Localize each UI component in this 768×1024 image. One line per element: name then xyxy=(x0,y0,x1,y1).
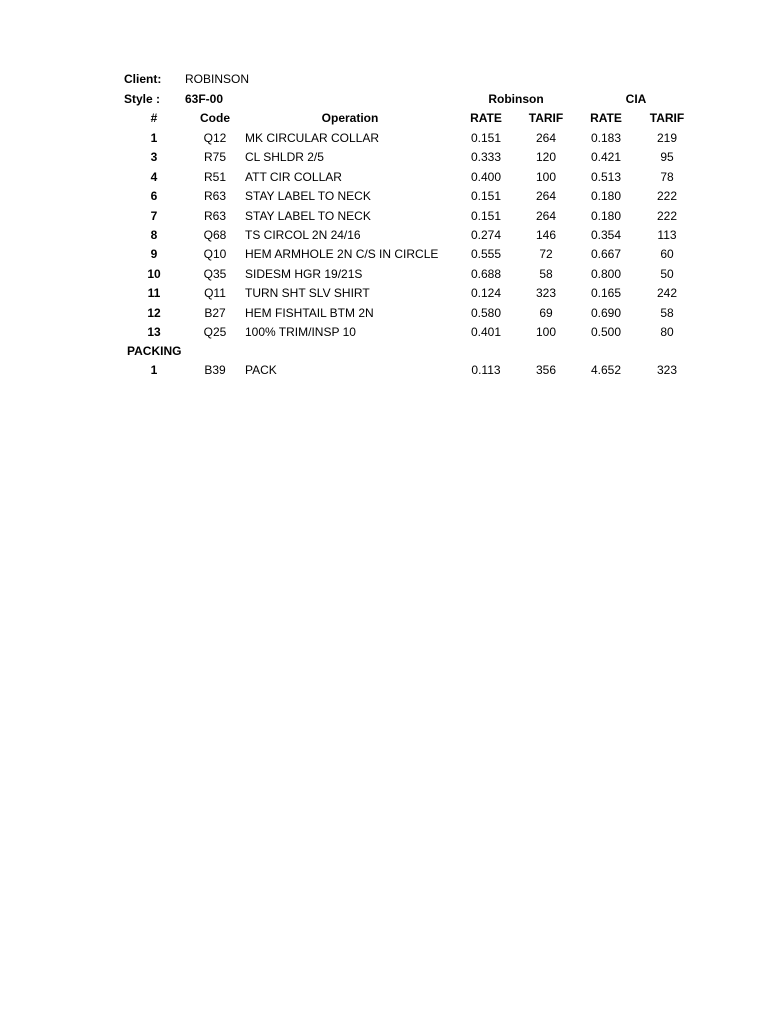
row-robinson-tarif: 100 xyxy=(535,325,557,339)
row-number: 1 xyxy=(150,363,158,377)
row-cia-tarif: 80 xyxy=(660,325,674,339)
style-label: Style : xyxy=(124,92,161,106)
row-operation: ATT CIR COLLAR xyxy=(245,170,342,184)
row-operation: STAY LABEL TO NECK xyxy=(245,209,371,223)
row-cia-tarif: 222 xyxy=(656,209,678,223)
row-cia-rate: 0.180 xyxy=(590,209,622,223)
row-cia-tarif: 242 xyxy=(656,286,678,300)
row-robinson-tarif: 356 xyxy=(535,363,557,377)
row-operation: PACK xyxy=(245,363,277,377)
row-operation: TURN SHT SLV SHIRT xyxy=(245,286,370,300)
row-cia-rate: 0.513 xyxy=(590,170,622,184)
row-robinson-tarif: 69 xyxy=(539,306,553,320)
row-robinson-tarif: 264 xyxy=(535,189,557,203)
row-operation: SIDESM HGR 19/21S xyxy=(245,267,363,281)
row-number: 1 xyxy=(150,131,158,145)
column-header-cia-rate: RATE xyxy=(590,111,622,125)
row-code: Q35 xyxy=(203,267,227,281)
row-number: 12 xyxy=(147,306,161,320)
row-cia-tarif: 78 xyxy=(660,170,674,184)
column-header-cia-tarif: TARIF xyxy=(649,111,685,125)
row-robinson-tarif: 264 xyxy=(535,209,557,223)
row-operation: TS CIRCOL 2N 24/16 xyxy=(245,228,361,242)
row-number: 4 xyxy=(150,170,158,184)
row-number: 11 xyxy=(147,286,161,300)
row-number: 3 xyxy=(150,150,158,164)
row-robinson-tarif: 146 xyxy=(535,228,557,242)
row-robinson-rate: 0.333 xyxy=(470,150,502,164)
row-cia-tarif: 113 xyxy=(657,228,677,242)
row-robinson-tarif: 120 xyxy=(535,150,557,164)
row-number: 8 xyxy=(150,228,158,242)
row-robinson-tarif: 100 xyxy=(535,170,557,184)
row-robinson-tarif: 264 xyxy=(535,131,557,145)
row-code: B39 xyxy=(204,363,226,377)
row-code: Q12 xyxy=(203,131,227,145)
row-code: R51 xyxy=(203,170,226,184)
row-robinson-tarif: 72 xyxy=(539,247,553,261)
row-cia-rate: 0.667 xyxy=(590,247,622,261)
row-robinson-rate: 0.274 xyxy=(470,228,502,242)
row-operation: CL SHLDR 2/5 xyxy=(245,150,324,164)
row-code: R63 xyxy=(203,189,226,203)
row-cia-tarif: 58 xyxy=(660,306,674,320)
row-robinson-rate: 0.151 xyxy=(470,131,502,145)
row-cia-rate: 0.690 xyxy=(590,306,622,320)
row-cia-rate: 0.180 xyxy=(590,189,622,203)
row-code: R63 xyxy=(203,209,226,223)
group-header-robinson: Robinson xyxy=(488,92,544,106)
row-robinson-tarif: 323 xyxy=(535,286,557,300)
row-robinson-tarif: 58 xyxy=(539,267,553,281)
row-operation: HEM FISHTAIL BTM 2N xyxy=(245,306,374,320)
row-code: Q11 xyxy=(204,286,226,300)
row-cia-rate: 0.183 xyxy=(590,131,622,145)
group-header-cia: CIA xyxy=(625,92,647,106)
row-operation: MK CIRCULAR COLLAR xyxy=(245,131,380,145)
column-header-operation: Operation xyxy=(321,111,379,125)
row-robinson-rate: 0.151 xyxy=(470,189,502,203)
packing-section-label: PACKING xyxy=(127,344,182,358)
row-cia-rate: 0.800 xyxy=(590,267,622,281)
row-number: 13 xyxy=(147,325,161,339)
row-cia-tarif: 219 xyxy=(656,131,678,145)
column-header-robinson-tarif: TARIF xyxy=(528,111,564,125)
row-number: 10 xyxy=(147,267,161,281)
row-cia-tarif: 323 xyxy=(656,363,678,377)
row-code: B27 xyxy=(204,306,226,320)
row-cia-tarif: 95 xyxy=(660,150,674,164)
row-cia-rate: 0.165 xyxy=(590,286,622,300)
row-code: Q25 xyxy=(203,325,227,339)
row-robinson-rate: 0.580 xyxy=(470,306,502,320)
row-robinson-rate: 0.113 xyxy=(471,363,501,377)
row-number: 9 xyxy=(150,247,158,261)
row-code: R75 xyxy=(203,150,226,164)
row-robinson-rate: 0.555 xyxy=(470,247,502,261)
row-cia-rate: 0.421 xyxy=(590,150,622,164)
row-number: 6 xyxy=(150,189,158,203)
row-robinson-rate: 0.151 xyxy=(470,209,502,223)
row-cia-tarif: 50 xyxy=(660,267,674,281)
row-operation: 100% TRIM/INSP 10 xyxy=(245,325,356,339)
row-cia-tarif: 222 xyxy=(656,189,678,203)
row-cia-tarif: 60 xyxy=(660,247,674,261)
row-cia-rate: 0.354 xyxy=(590,228,622,242)
row-cia-rate: 0.500 xyxy=(590,325,622,339)
row-robinson-rate: 0.401 xyxy=(470,325,502,339)
row-code: Q10 xyxy=(203,247,227,261)
style-value: 63F-00 xyxy=(185,92,224,106)
row-robinson-rate: 0.688 xyxy=(470,267,502,281)
client-label: Client: xyxy=(124,72,162,86)
row-operation: HEM ARMHOLE 2N C/S IN CIRCLE xyxy=(245,247,439,261)
row-code: Q68 xyxy=(203,228,227,242)
client-value: ROBINSON xyxy=(185,72,250,86)
row-robinson-rate: 0.400 xyxy=(470,170,502,184)
row-cia-rate: 4.652 xyxy=(590,363,622,377)
column-header-code: Code xyxy=(200,111,230,125)
row-operation: STAY LABEL TO NECK xyxy=(245,189,371,203)
row-number: 7 xyxy=(150,209,158,223)
column-header-num: # xyxy=(150,111,158,125)
column-header-robinson-rate: RATE xyxy=(470,111,502,125)
row-robinson-rate: 0.124 xyxy=(470,286,502,300)
